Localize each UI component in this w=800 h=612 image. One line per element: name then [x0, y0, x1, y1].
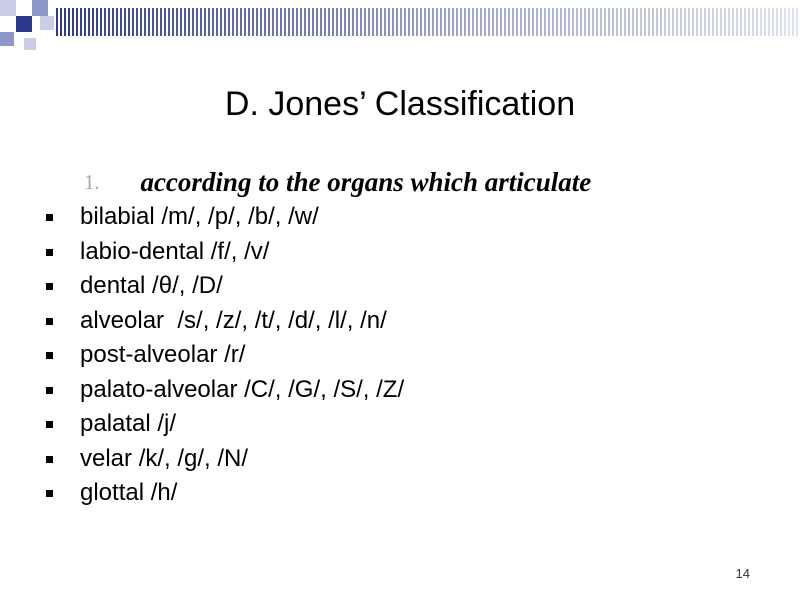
- square-bullet-icon: [46, 387, 53, 394]
- list-item-text: bilabial /m/, /p/, /b/, /w/: [80, 203, 319, 230]
- list-item: [38, 373, 778, 408]
- square-bullet-icon: [46, 249, 53, 256]
- square-bullet-icon: [46, 318, 53, 325]
- decorative-header-band: [0, 0, 800, 56]
- checker-pattern: [0, 0, 64, 56]
- list-item-text: alveolar /s/, /z/, /t/, /d/, /l/, /n/: [80, 306, 387, 334]
- list-item-text: palato-alveolar /C/, /G/, /S/, /Z/: [80, 375, 405, 403]
- list-item: [38, 200, 778, 235]
- list-item: [38, 304, 778, 339]
- list-item: [38, 235, 778, 270]
- stripe-fade: [56, 8, 800, 36]
- list-item: [38, 269, 778, 304]
- subheading-number: 1.: [84, 170, 100, 194]
- slide-title: D. Jones’ Classification: [224, 85, 576, 123]
- list-item: [38, 476, 778, 511]
- numbered-subheading: [84, 166, 591, 198]
- square-bullet-icon: [46, 456, 53, 463]
- list-item-text: palatal /j/: [80, 410, 177, 437]
- square-bullet-icon: [46, 214, 53, 221]
- list-item-text: labio-dental /f/, /v/: [80, 237, 270, 265]
- list-item: [38, 442, 778, 477]
- bullet-list: [38, 200, 778, 511]
- list-item-text: glottal /h/: [80, 479, 178, 506]
- list-item-text: velar /k/, /g/, /N/: [80, 444, 249, 472]
- subheading-text: according to the organs which articulate: [140, 167, 592, 197]
- list-item-text: post-alveolar /r/: [80, 341, 246, 368]
- slide-number: 14: [735, 566, 750, 581]
- square-bullet-icon: [46, 490, 53, 497]
- square-bullet-icon: [46, 283, 53, 290]
- list-item: [38, 407, 778, 442]
- list-item-text: dental /θ/, /D/: [80, 272, 223, 299]
- list-item: [38, 338, 778, 373]
- square-bullet-icon: [46, 352, 53, 359]
- square-bullet-icon: [46, 421, 53, 428]
